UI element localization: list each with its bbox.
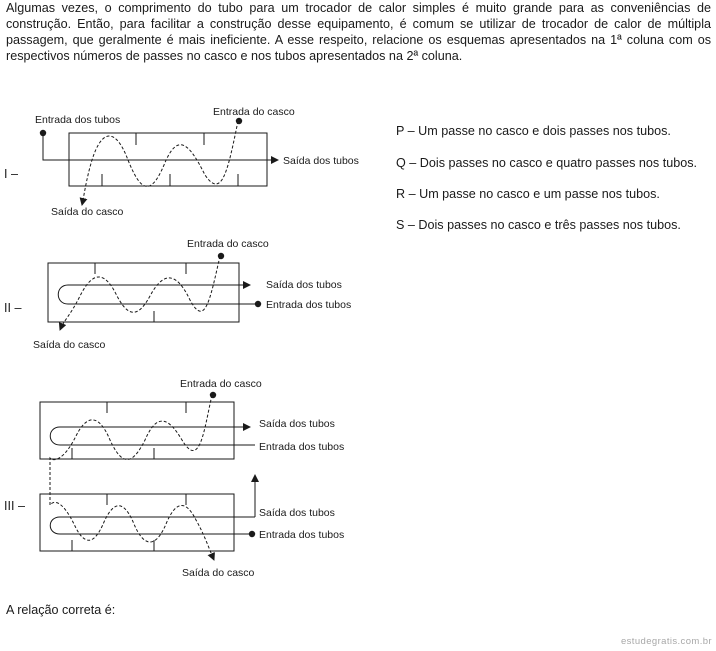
label-tube-outlet: Saída dos tubos <box>259 418 335 430</box>
tube-inlet-dot <box>40 130 46 136</box>
figure-numeral: I – <box>4 167 19 181</box>
shell-3-bottom <box>40 494 234 551</box>
figure-2 <box>48 256 258 330</box>
label-tube-inlet: Entrada dos tubos <box>259 529 345 541</box>
label-tube-inlet: Entrada dos tubos <box>35 114 121 126</box>
label-tube-outlet: Saída dos tubos <box>283 155 359 167</box>
label-shell-inlet: Entrada do casco <box>187 238 269 250</box>
option-s: S – Dois passes no casco e três passes nos tubos. <box>396 218 681 232</box>
label-tube-outlet: Saída dos tubos <box>266 279 342 291</box>
label-shell-outlet: Saída do casco <box>51 206 124 218</box>
label-shell-outlet: Saída do casco <box>33 339 106 351</box>
figure-3 <box>40 395 255 560</box>
figure-numeral: III – <box>4 499 25 513</box>
option-r: R – Um passe no casco e um passe nos tubos. <box>396 187 660 201</box>
shell-flow-path <box>60 256 220 330</box>
question-intro: Algumas vezes, o comprimento do tubo para um trocador de calor simples é muito grande para as conveniências de construção. Então, para facilitar a construção desse equipamento, é comum se utilizar de trocador de calor de múltipla passagem, que geralmente é mais ineficiente. A esse respeito, relacione os esquemas apresentados na 1ª coluna com os respectivos números de passes no casco e nos tubos apresentados na 2ª coluna. <box>6 1 711 63</box>
shell-inlet-dot <box>210 392 216 398</box>
figure-numeral: II – <box>4 301 22 315</box>
tube-path <box>58 285 258 304</box>
shell-flow-path <box>50 395 214 560</box>
label-tube-outlet: Saída dos tubos <box>259 507 335 519</box>
watermark: estudegratis.com.br <box>620 636 712 647</box>
shell-2 <box>48 263 239 322</box>
shell-inlet-dot <box>236 118 242 124</box>
tube-path <box>50 427 255 445</box>
option-q: Q – Dois passes no casco e quatro passes nos tubos. <box>396 156 698 170</box>
label-tube-inlet: Entrada dos tubos <box>266 299 352 311</box>
figure-1 <box>43 121 278 205</box>
tube-path <box>50 517 255 534</box>
label-tube-inlet: Entrada dos tubos <box>259 441 345 453</box>
option-p: P – Um passe no casco e dois passes nos tubos. <box>396 124 671 138</box>
tube-inlet-dot <box>255 301 261 307</box>
label-shell-inlet: Entrada do casco <box>213 106 295 118</box>
shell-3-top <box>40 402 234 459</box>
question-prompt: A relação correta é: <box>6 603 116 617</box>
shell-flow-path <box>82 121 238 205</box>
shell-inlet-dot <box>218 253 224 259</box>
tube-inlet-dot <box>249 531 255 537</box>
label-shell-inlet: Entrada do casco <box>180 378 262 390</box>
tube-path <box>43 133 278 160</box>
label-shell-outlet: Saída do casco <box>182 567 255 579</box>
